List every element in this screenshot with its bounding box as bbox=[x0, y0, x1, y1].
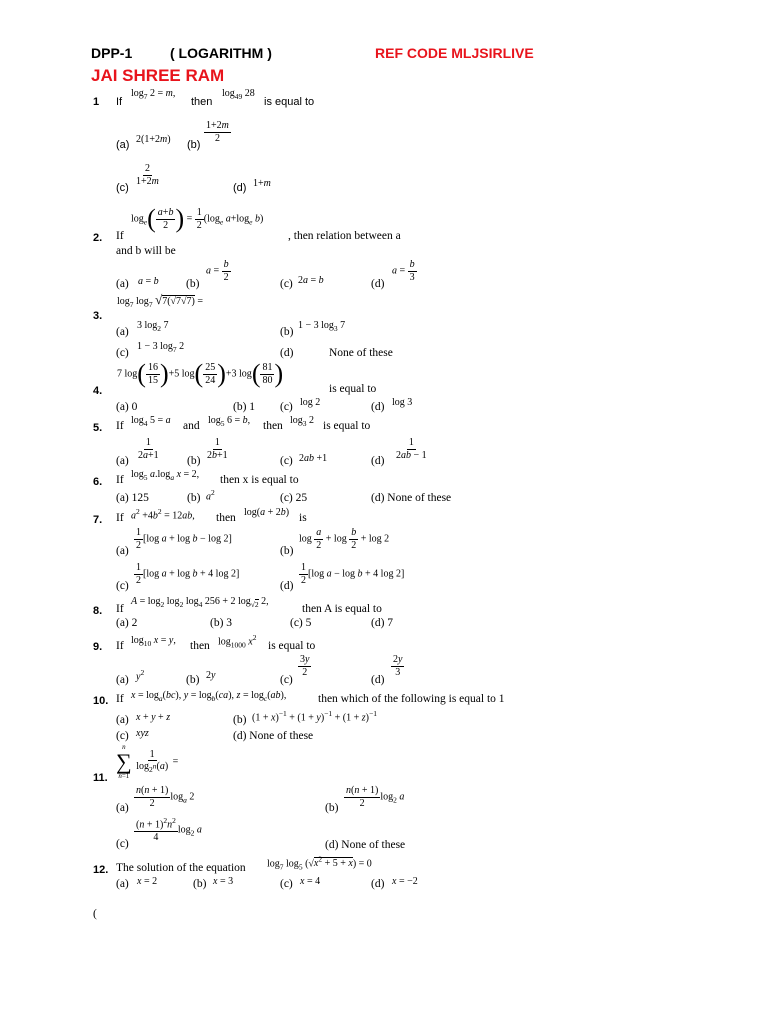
q4-opt-c-label: (c) bbox=[280, 401, 293, 413]
q10-opt-b-value: $(1 + x)^{-1} + (1 + y)^{-1} + (1 + z)^{-1}$ bbox=[252, 709, 377, 724]
q11-opt-c-label: (c) bbox=[116, 838, 129, 850]
q9-condition: $\log_{10} x = y$, bbox=[131, 635, 176, 648]
q7-number: 7. bbox=[93, 514, 103, 526]
doc-topic: ( LOGARITHM ) bbox=[170, 45, 272, 61]
q5-opt-a-value: $\frac{1}{2a+1}$ bbox=[138, 437, 159, 461]
q7-opt-c-label: (c) bbox=[116, 580, 129, 592]
q11-number: 11. bbox=[93, 772, 108, 784]
doc-title: DPP-1 bbox=[91, 45, 133, 61]
q8-opt-c: (c) 5 bbox=[290, 617, 312, 629]
q2-line2: and b will be bbox=[116, 245, 176, 257]
q12-opt-b-value: x = 3 bbox=[213, 876, 234, 887]
q3-opt-d-label: (d) bbox=[280, 347, 294, 359]
q5-if: If bbox=[116, 420, 124, 432]
q10-opt-c-value: xyz bbox=[136, 728, 149, 739]
q6-opt-a: (a) 125 bbox=[116, 492, 149, 504]
q11-opt-a-label: (a) bbox=[116, 802, 129, 814]
q12-opt-b-label: (b) bbox=[193, 878, 207, 890]
q2-opt-b-label: (b) bbox=[186, 278, 200, 290]
q7-then: then bbox=[216, 512, 236, 524]
q12-opt-a-value: x = 2 bbox=[137, 876, 158, 887]
q8-condition: $A = \log_2 \log_2 \log_4 256 + 2$ $\log_{√2} 2$, bbox=[131, 596, 269, 609]
q1-opt-c-label: (c) bbox=[116, 182, 129, 194]
q5-opt-a-label: (a) bbox=[116, 455, 129, 467]
q8-opt-d: (d) 7 bbox=[371, 617, 394, 629]
q2-opt-d-value: a = $\frac{b}{3}$ bbox=[392, 259, 415, 283]
q7-opt-b-value: log $\frac{a}{2}$ + log $\frac{b}{2}$ + log 2 bbox=[299, 527, 390, 551]
q11-expression: n ∑ n=1 $\frac{1}{\log_{2^n}(a)}$ = bbox=[116, 743, 179, 780]
q2-opt-a-label: (a) bbox=[116, 278, 129, 290]
doc-subtitle: JAI SHREE RAM bbox=[91, 66, 225, 85]
q2-opt-b-value: a = $\frac{b}{2}$ bbox=[206, 259, 229, 283]
q7-tail: is bbox=[299, 512, 307, 524]
q7-expression: log(a + 2b) bbox=[244, 507, 290, 518]
q9-opt-b-label: (b) bbox=[186, 674, 200, 686]
q12-equation: $\log_7 \log_5 (√x^2 + 5 + x) = 0$ bbox=[267, 855, 372, 872]
q8-opt-b: (b) 3 bbox=[210, 617, 233, 629]
q9-number: 9. bbox=[93, 641, 103, 653]
q12-opt-c-value: x = 4 bbox=[300, 876, 321, 887]
q1-opt-a-label: (a) bbox=[116, 139, 130, 151]
q4-expression: 7 log( $\frac{16}{15}$ )+5 log( $\frac{25}{24}$ )+3 log( $\frac{81}{80}$ ) bbox=[117, 359, 284, 388]
q9-opt-c-label: (c) bbox=[280, 674, 293, 686]
q4-opt-d-label: (d) bbox=[371, 401, 385, 413]
q3-opt-c-value: 1 − 3 $\log_7 2$ bbox=[137, 341, 185, 354]
q11-opt-a-value: $\frac{n(n + 1)}{2}$ $\log_a 2$ bbox=[136, 785, 195, 809]
q7-opt-a-label: (a) bbox=[116, 545, 129, 557]
q3-opt-a-label: (a) bbox=[116, 326, 129, 338]
q5-condition-2: $\log_5 6 = b$, bbox=[208, 415, 251, 428]
q1-opt-d-value: 1+m bbox=[253, 178, 271, 189]
q6-if: If bbox=[116, 474, 124, 486]
q12-opt-a-label: (a) bbox=[116, 878, 129, 890]
q5-opt-d-label: (d) bbox=[371, 455, 385, 467]
q10-opt-a-label: (a) bbox=[116, 714, 129, 726]
q8-number: 8. bbox=[93, 605, 103, 617]
q10-opt-c-label: (c) bbox=[116, 730, 129, 742]
q2-opt-c-value: 2a = b bbox=[298, 275, 324, 286]
q6-opt-d: (d) None of these bbox=[371, 492, 452, 504]
q7-if: If bbox=[116, 512, 124, 524]
q7-opt-a-value: $\frac{1}{2}$ [log a + log b − log 2] bbox=[136, 527, 232, 551]
q9-expression: $\log_{1000} x^2$ bbox=[218, 633, 257, 650]
q5-opt-d-value: $\frac{1}{2ab - 1}$ bbox=[396, 437, 427, 461]
q3-opt-b-value: 1 − 3 $\log_3 7$ bbox=[298, 320, 346, 333]
q3-opt-c-label: (c) bbox=[116, 347, 129, 359]
q3-opt-a-value: 3 $\log_2 7$ bbox=[137, 320, 169, 333]
ref-code: REF CODE MLJSIRLIVE bbox=[375, 45, 534, 61]
q8-if: If bbox=[116, 603, 124, 615]
q5-opt-b-label: (b) bbox=[187, 455, 201, 467]
q12-number: 12. bbox=[93, 864, 109, 876]
q5-and: and bbox=[183, 420, 200, 432]
q6-tail: then x is equal to bbox=[220, 474, 299, 486]
q8-opt-a: (a) 2 bbox=[116, 617, 138, 629]
q6-opt-b-value: $a^2$ bbox=[206, 488, 215, 503]
q12-opt-d-label: (d) bbox=[371, 878, 385, 890]
q12-opt-d-value: x = −2 bbox=[392, 876, 418, 887]
q6-opt-c: (c) 25 bbox=[280, 492, 308, 504]
q9-tail: is equal to bbox=[268, 640, 316, 652]
q1-opt-b-label: (b) bbox=[187, 139, 201, 151]
footer-mark: ( bbox=[93, 908, 97, 920]
q7-opt-b-label: (b) bbox=[280, 545, 294, 557]
q11-opt-b-value: $\frac{n(n + 1)}{2}$ $\log_2 a$ bbox=[346, 785, 405, 809]
q2-opt-a-value: a = b bbox=[138, 276, 159, 287]
q1-opt-b-value: $\frac{1+2m}{2}$ bbox=[206, 120, 229, 144]
q9-then: then bbox=[190, 640, 210, 652]
q9-if: If bbox=[116, 640, 124, 652]
q3-number: 3. bbox=[93, 310, 103, 322]
q12-opt-c-label: (c) bbox=[280, 878, 293, 890]
q9-opt-b-value: 2y bbox=[206, 670, 216, 681]
q7-opt-c-value: $\frac{1}{2}$ [log a + log b + 4 log 2] bbox=[136, 562, 240, 586]
q10-condition: $x = \log_a(bc)$, $y = \log_b(ca)$, $z = \log_c(ab)$, bbox=[131, 690, 287, 703]
q5-then: then bbox=[263, 420, 283, 432]
q9-opt-c-value: $\frac{3y}{2}$ bbox=[300, 654, 310, 678]
q10-if: If bbox=[116, 693, 124, 705]
q12-text: The solution of the equation bbox=[116, 862, 246, 874]
q10-opt-a-value: x + y + z bbox=[136, 712, 171, 723]
q1-number: 1 bbox=[93, 96, 100, 108]
q8-tail: then A is equal to bbox=[302, 603, 382, 615]
q4-opt-a: (a) 0 bbox=[116, 401, 138, 413]
q10-tail: then which of the following is equal to 1 bbox=[318, 693, 505, 705]
q5-number: 5. bbox=[93, 422, 103, 434]
q4-opt-c-value: log 2 bbox=[300, 397, 321, 408]
q10-opt-d: (d) None of these bbox=[233, 730, 314, 742]
q3-expression: $\log_7 \log_7 √7(√7√7)$ = bbox=[117, 292, 204, 309]
q5-opt-c-label: (c) bbox=[280, 455, 293, 467]
q4-number: 4. bbox=[93, 385, 103, 397]
q2-opt-d-label: (d) bbox=[371, 278, 385, 290]
q1-then: then bbox=[191, 96, 213, 108]
q2-number: 2. bbox=[93, 232, 103, 244]
q9-opt-d-value: $\frac{2y}{3}$ bbox=[393, 654, 403, 678]
q10-number: 10. bbox=[93, 695, 109, 707]
q6-opt-b-label: (b) bbox=[187, 492, 201, 504]
q1-if: If bbox=[116, 96, 123, 108]
q2-tail: , then relation between a bbox=[288, 230, 401, 242]
q5-condition-1: $\log_4 5 = a$ bbox=[131, 415, 171, 428]
q2-if: If bbox=[116, 230, 124, 242]
q11-opt-c-value: $\frac{(n + 1)^2n^2}{4}$ $\log_2 a$ bbox=[136, 816, 202, 843]
q11-opt-b-label: (b) bbox=[325, 802, 339, 814]
q4-opt-b: (b) 1 bbox=[233, 401, 256, 413]
q10-opt-b-label: (b) bbox=[233, 714, 247, 726]
q5-opt-c-value: 2ab +1 bbox=[299, 453, 328, 464]
q1-tail: is equal to bbox=[264, 96, 315, 108]
q2-condition: $\log_e$( $\frac{a+b}{2}$ ) = $\frac{1}{2}$ ($\log_e$ $a+\log_e$ b) bbox=[131, 204, 264, 233]
q7-condition: $a^2 +4b^2 = 12ab$, bbox=[131, 507, 195, 522]
q4-tail: is equal to bbox=[329, 383, 377, 395]
q1-opt-d-label: (d) bbox=[233, 182, 247, 194]
q7-opt-d-value: $\frac{1}{2}$ [log a − log b + 4 log 2] bbox=[301, 562, 405, 586]
q5-tail: is equal to bbox=[323, 420, 371, 432]
q1-opt-c-value: $\frac{2}{1+2m}$ bbox=[136, 163, 159, 187]
q5-expression: $\log_3 2$ bbox=[290, 415, 315, 428]
q11-opt-d: (d) None of these bbox=[325, 839, 406, 851]
q3-opt-b-label: (b) bbox=[280, 326, 294, 338]
q9-opt-a-label: (a) bbox=[116, 674, 129, 686]
q9-opt-a-value: $y^2$ bbox=[136, 668, 145, 683]
q2-opt-c-label: (c) bbox=[280, 278, 293, 290]
q6-number: 6. bbox=[93, 476, 103, 488]
q7-opt-d-label: (d) bbox=[280, 580, 294, 592]
q6-condition: $\log_5 a.\log_a$ x = 2, bbox=[131, 469, 200, 482]
q1-opt-a-value: 2(1+2m) bbox=[136, 134, 171, 145]
q5-opt-b-value: $\frac{1}{2b+1}$ bbox=[207, 437, 228, 461]
q1-expression: $\log_{49} 28$ bbox=[222, 88, 255, 101]
q3-opt-d-value: None of these bbox=[329, 347, 393, 359]
q4-opt-d-value: log 3 bbox=[392, 397, 413, 408]
q9-opt-d-label: (d) bbox=[371, 674, 385, 686]
q1-condition: $\log_7 2 = m$, bbox=[131, 88, 176, 101]
